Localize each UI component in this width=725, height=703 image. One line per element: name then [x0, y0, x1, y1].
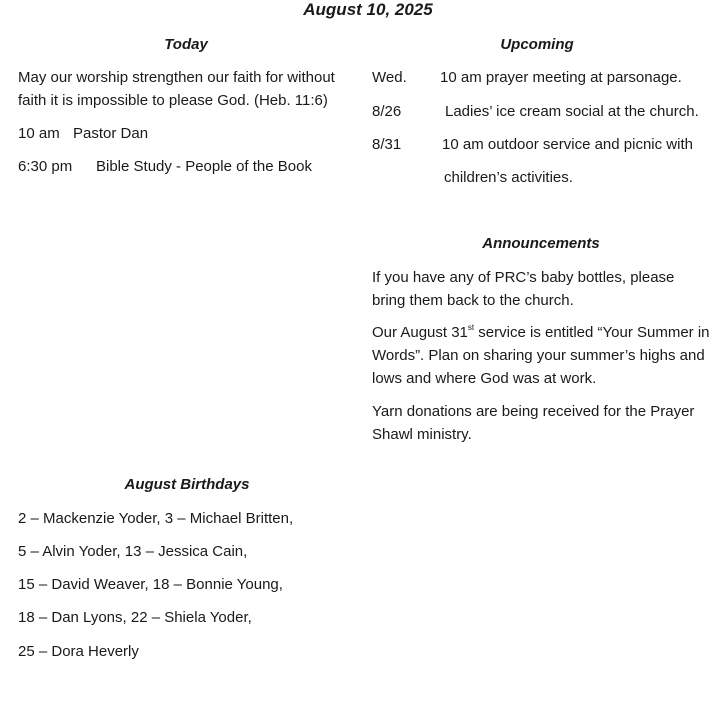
- announcement-item: Yarn donations are being received for the Prayer Shawl ministry.: [372, 403, 695, 443]
- announcement-text: service is entitled “Your Summer in Words”. Plan on sharing your summer’s highs and lows and where God was at work.: [372, 324, 710, 387]
- birthday-line: 15 – David Weaver, 18 – Bonnie Young,: [18, 576, 283, 593]
- upcoming-heading: Upcoming: [500, 36, 574, 53]
- announcement-superscript: st: [467, 323, 475, 332]
- announcement-item: If you have any of PRC’s baby bottles, please bring them back to the church.: [372, 269, 675, 309]
- upcoming-event-date: 8/26: [372, 103, 402, 120]
- upcoming-event-description: 10 am prayer meeting at parsonage.: [440, 69, 682, 86]
- today-heading: Today: [164, 36, 208, 53]
- page-title: August 10, 2025: [303, 0, 433, 19]
- birthday-line: 5 – Alvin Yoder, 13 – Jessica Cain,: [18, 543, 248, 560]
- upcoming-event-description: 10 am outdoor service and picnic with: [442, 136, 693, 153]
- birthday-line: 2 – Mackenzie Yoder, 3 – Michael Britten,: [18, 510, 294, 527]
- upcoming-event-description-cont: children’s activities.: [444, 169, 573, 186]
- today-event-description: Pastor Dan: [73, 125, 149, 142]
- upcoming-event-date: 8/31: [372, 136, 402, 153]
- announcement-item: [372, 321, 712, 390]
- birthday-line: 25 – Dora Heverly: [18, 643, 139, 660]
- birthday-line: 18 – Dan Lyons, 22 – Shiela Yoder,: [18, 609, 252, 626]
- birthdays-heading: August Birthdays: [124, 476, 250, 493]
- today-event-description: Bible Study - People of the Book: [96, 158, 312, 175]
- today-event-time: 6:30 pm: [18, 158, 73, 175]
- today-event-time: 10 am: [18, 125, 60, 142]
- announcements-heading: Announcements: [482, 235, 600, 252]
- upcoming-event-date: Wed.: [372, 69, 407, 86]
- upcoming-event-description: Ladies’ ice cream social at the church.: [445, 103, 699, 120]
- today-intro: May our worship strengthen our faith for without faith it is impossible to please God. (Heb. 11:6): [18, 69, 335, 109]
- announcement-text: Our August 31: [372, 324, 468, 341]
